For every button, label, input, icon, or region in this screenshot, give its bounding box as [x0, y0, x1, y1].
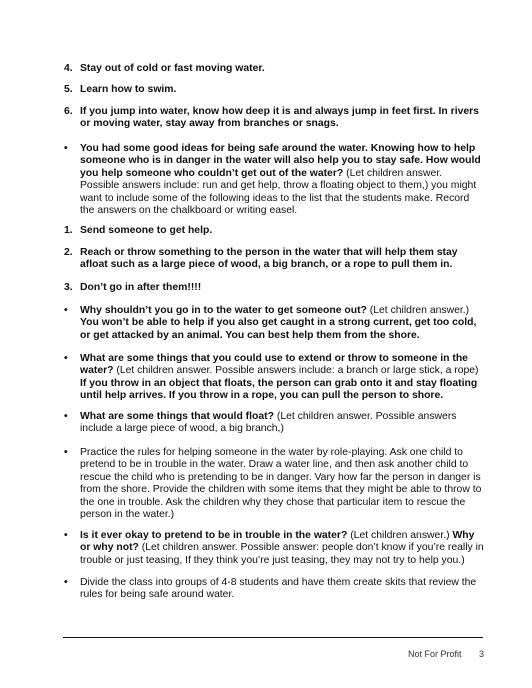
item-5 [64, 84, 484, 96]
item-normal-text: (Let children answer. Possible answers include: a branch or large stick, a rope) [113, 365, 479, 377]
item-6 [64, 106, 484, 131]
footer-divider [63, 637, 483, 638]
bullet-extend-or-throw [64, 353, 484, 403]
bullet-safe-ideas [64, 143, 484, 217]
footer-text: Not For Profit [408, 649, 462, 659]
item-bold-text: Is it ever okay to pretend to be in trouble in the water? [80, 530, 348, 541]
bullet-marker: • [64, 577, 68, 588]
item-normal-after: (Let children answer. Possible answer: people don’t know if you’re really in trouble or just teasing, If they think you’re just teasing, they may not try to help you.) [80, 542, 484, 566]
page-number: 3 [479, 649, 485, 659]
item-bold-text: Stay out of cold or fast moving water. [80, 63, 265, 74]
item-bold-text: Reach or throw something to the person in the water that will help them stay afloat such as a large piece of wood, a big branch, or a rope to pull them in. [80, 247, 458, 271]
bullet-skits [64, 577, 484, 602]
item-normal-text: (Let children answer. Possible answers include a large piece of wood, a big branch,) [80, 411, 457, 435]
item-bold-text: Learn how to swim. [80, 84, 177, 95]
item-marker: 5. [64, 84, 73, 95]
bullet-why-not-go-in [64, 305, 484, 342]
step-1 [64, 225, 484, 237]
item-normal-text: (Let children answer.) [366, 305, 470, 316]
item-marker: 1. [64, 225, 73, 236]
item-bold-text: Don’t go in after them!!!! [80, 282, 202, 293]
item-4 [64, 63, 484, 75]
item-bold-tail: You won’t be able to help if you also get caught in a strong current, get too cold, or get attacked by an animal. You can best help them from the shore. [80, 317, 477, 341]
step-3 [64, 282, 484, 294]
item-marker: 4. [64, 63, 73, 74]
bullet-marker: • [64, 411, 68, 422]
bullet-role-play [64, 447, 484, 521]
item-bold-text: Why shouldn’t you go in to the water to get someone out? [80, 305, 367, 316]
item-marker: 3. [64, 282, 73, 293]
bullet-marker: • [64, 143, 68, 154]
step-2 [64, 247, 484, 272]
item-marker: 6. [64, 106, 73, 117]
bullet-marker: • [64, 353, 68, 364]
bullet-marker: • [64, 305, 68, 316]
item-bold-text: What are some things that would float? [80, 411, 274, 422]
item-bold-text: Send someone to get help. [80, 225, 213, 236]
item-normal-text: Practice the rules for helping someone in the water by role-playing. Ask one child to pretend to be in trouble in the water. Draw a water line, and then ask another child to rescue the child who is pretending to be in danger. Vary how far the person in danger is from the shore. Provide the children with some items that they might be able to throw to the one in trouble. Ask the children why they chose that particular item to rescue the person in the water.) [80, 447, 482, 521]
item-marker: 2. [64, 247, 73, 258]
bullet-pretend-trouble [64, 530, 484, 567]
item-bold-text: What are some things that you could use to extend or throw to someone in the water? [80, 353, 468, 377]
item-normal-text: Divide the class into groups of 4-8 students and have them create skits that review the rules for being safe around water. [80, 577, 477, 601]
item-bold-tail: If you throw in an object that floats, the person can grab onto it and stay floating until help arrives. If you throw in a rope, you can pull the person to shore. [80, 377, 478, 402]
item-bold-text: If you jump into water, know how deep it is and always jump in feet first. In rivers or moving water, stay away from branches or snags. [80, 106, 479, 130]
item-normal-text: (Let children answer. Possible answers include: run and get help, throw a floating object to them,) you might want to include some of the following ideas to the list that the students make. Record the answers on the chalkboard or writing easel. [80, 167, 477, 217]
item-normal-text: (Let children answer.) [347, 530, 450, 541]
item-bold-text: You had some good ideas for being safe around the water. Knowing how to help someone who is in danger in the water will also help you to stay safe. How would you help someone who couldn’t get out of the water? [80, 143, 481, 179]
item-bold-tail: Why or why not? [80, 530, 475, 554]
bullet-marker: • [64, 447, 68, 458]
bullet-what-floats [64, 411, 484, 436]
bullet-marker: • [64, 530, 68, 541]
